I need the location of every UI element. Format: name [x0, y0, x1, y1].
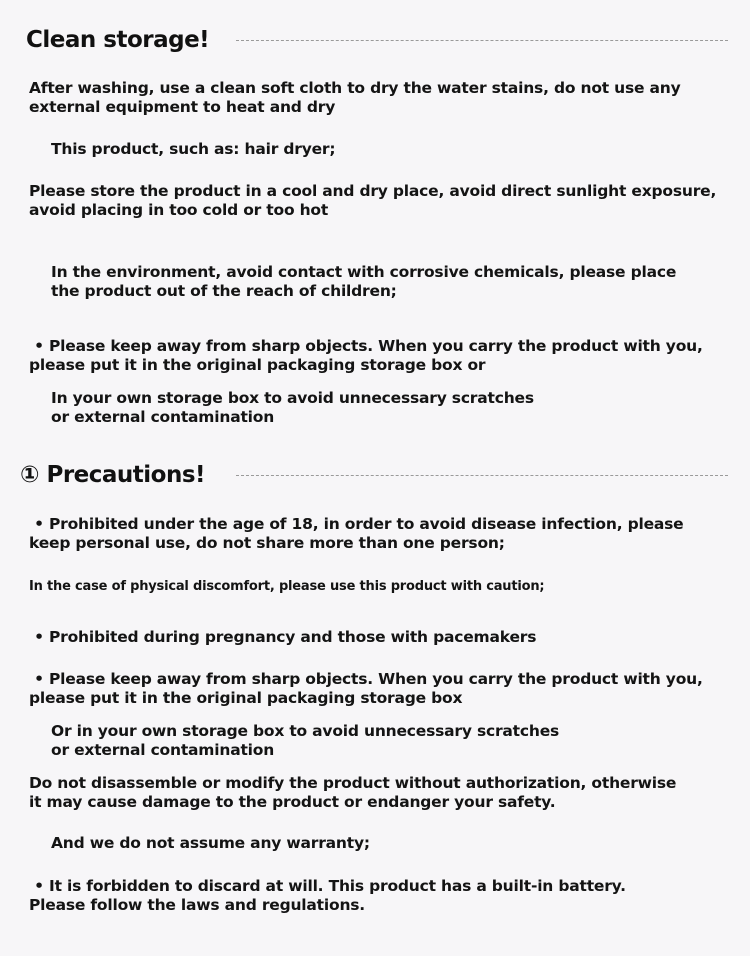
paragraph-text: Prohibited during pregnancy and those with pacemakers [49, 628, 537, 646]
bullet-paragraph [29, 337, 729, 375]
paragraph: In your own storage box to avoid unnecessary scratches or external contamination [51, 389, 534, 426]
paragraph-text: Please keep away from sharp objects. When you carry the product with you, please put it in the original packaging storage box [29, 670, 703, 707]
paragraph-text: It is forbidden to discard at will. This product has a built-in battery. Please follow the laws and regulations. [29, 877, 626, 914]
paragraph: This product, such as: hair dryer; [51, 140, 336, 158]
bullet-paragraph [29, 877, 629, 915]
section-title: ① Precautions! [20, 455, 219, 495]
paragraph: And we do not assume any warranty; [51, 834, 370, 852]
bullet-icon: • [34, 515, 44, 533]
paragraph: In the environment, avoid contact with corrosive chemicals, please place the product out of the reach of children; [51, 263, 677, 300]
section-heading-precautions [0, 455, 750, 495]
bullet-paragraph [29, 515, 729, 553]
paragraph: Please store the product in a cool and dry place, avoid direct sunlight exposure, avoid placing in too cold or too hot [29, 182, 717, 219]
dashed-divider [236, 40, 728, 41]
section-heading-clean-storage [0, 20, 750, 60]
bullet-icon: • [34, 628, 44, 646]
bullet-icon: • [34, 877, 44, 895]
paragraph-text: Please keep away from sharp objects. When you carry the product with you, please put it in the original packaging storage box or [29, 337, 703, 374]
paragraph: Or in your own storage box to avoid unnecessary scratches or external contamination [51, 722, 560, 759]
paragraph-text: Prohibited under the age of 18, in order to avoid disease infection, please keep personal use, do not share more than one person; [29, 515, 684, 552]
bullet-icon: • [34, 670, 44, 688]
bullet-paragraph [29, 628, 729, 647]
paragraph: Do not disassemble or modify the product without authorization, otherwise it may cause damage to the product or endanger your safety. [29, 774, 677, 811]
bullet-paragraph [29, 670, 729, 708]
bullet-icon: • [34, 337, 44, 355]
dashed-divider [236, 475, 728, 476]
paragraph: In the case of physical discomfort, please use this product with caution; [29, 579, 545, 594]
section-title: Clean storage! [26, 20, 223, 60]
paragraph: After washing, use a clean soft cloth to dry the water stains, do not use any external equipment to heat and dry [29, 79, 681, 116]
